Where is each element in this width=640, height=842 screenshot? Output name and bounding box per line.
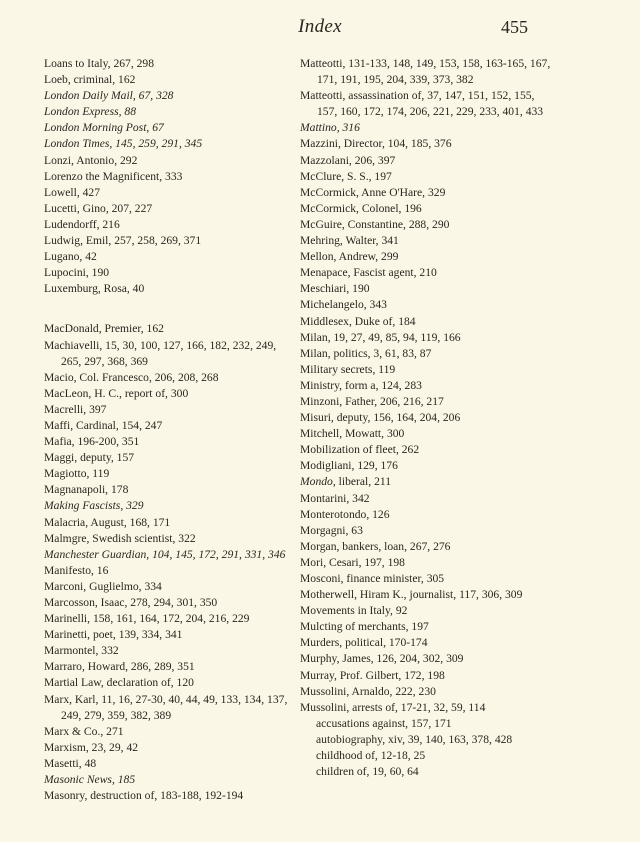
index-entry: London Morning Post, 67	[44, 121, 164, 135]
index-entry: Manchester Guardian, 104, 145, 172, 291, 331, 346	[44, 547, 286, 561]
index-entry: Lugano, 42	[44, 250, 97, 264]
index-entry: Mazzolani, 206, 397	[300, 153, 396, 167]
index-entry: Maggi, deputy, 157	[44, 451, 135, 465]
index-entry: London Times, 145, 259, 291, 345	[44, 137, 203, 151]
index-entry: Military secrets, 119	[300, 362, 396, 376]
index-entry: Marx & Co., 271	[44, 724, 124, 738]
page-number: 455	[501, 17, 528, 37]
index-entry: Marx, Karl, 11, 16, 27-30, 40, 44, 49, 133, 134, 137, 249, 279, 359, 382, 389	[44, 692, 288, 722]
index-entry: Martial Law, declaration of, 120	[44, 676, 194, 690]
index-entry: Marxism, 23, 29, 42	[44, 740, 139, 754]
index-entry: Mobilization of fleet, 262	[300, 443, 420, 457]
index-entry: Ministry, form a, 124, 283	[300, 378, 422, 392]
index-entry: Magiotto, 119	[44, 467, 110, 481]
index-entry: Menapace, Fascist agent, 210	[300, 266, 437, 280]
index-entry: Milan, politics, 3, 61, 83, 87	[300, 346, 432, 360]
index-entry: Middlesex, Duke of, 184	[300, 314, 416, 328]
index-entry: Lorenzo the Magnificent, 333	[44, 169, 183, 183]
index-entry: Murders, political, 170-174	[300, 636, 428, 650]
index-entry: Masetti, 48	[44, 756, 97, 770]
index-entry: Mondo, liberal, 211	[300, 475, 392, 489]
index-entry: Murray, Prof. Gilbert, 172, 198	[300, 668, 445, 682]
index-entry: Machiavelli, 15, 30, 100, 127, 166, 182, 232, 249, 265, 297, 368, 369	[44, 338, 277, 368]
index-entry: Mussolini, Arnaldo, 222, 230	[300, 684, 436, 698]
index-entry: Marinetti, poet, 139, 334, 341	[44, 628, 183, 642]
index-entry: Mussolini, arrests of, 17-21, 32, 59, 114	[300, 700, 486, 714]
index-entry: McGuire, Constantine, 288, 290	[300, 217, 450, 231]
index-entry: London Daily Mail, 67, 328	[44, 89, 174, 103]
index-entry: Mafia, 196-200, 351	[44, 435, 140, 449]
index-entry: Modigliani, 129, 176	[300, 459, 398, 473]
index-entry: Monterotondo, 126	[300, 507, 390, 521]
index-entry: MacLeon, H. C., report of, 300	[44, 386, 189, 400]
index-entry: Mazzini, Director, 104, 185, 376	[300, 137, 452, 151]
index-entry: McCormick, Colonel, 196	[300, 201, 422, 215]
index-entry: Mosconi, finance minister, 305	[300, 572, 445, 585]
index-entry: Making Fascists, 329	[44, 499, 144, 513]
index-entry: Matteotti, 131-133, 148, 149, 153, 158, 163-165, 167, 171, 191, 195, 204, 339, 373, 382	[300, 57, 551, 87]
index-entry: Mulcting of merchants, 197	[300, 620, 429, 634]
index-entry: Misuri, deputy, 156, 164, 204, 206	[300, 411, 461, 425]
index-entry: Mellon, Andrew, 299	[300, 250, 399, 264]
index-entry: Lonzi, Antonio, 292	[44, 153, 138, 167]
page-title: Index	[298, 16, 342, 37]
index-entry: McCormick, Anne O'Hare, 329	[300, 185, 446, 199]
index-entry: London Express, 88	[44, 105, 136, 119]
index-entry: Maffi, Cardinal, 154, 247	[44, 418, 163, 432]
index-entry: Ludendorff, 216	[44, 217, 120, 231]
index-entry: Loeb, criminal, 162	[44, 73, 136, 87]
index-entry: Masonic News, 185	[44, 773, 136, 787]
index-column-right	[300, 56, 556, 780]
index-column-left	[44, 56, 292, 804]
index-entry: Marraro, Howard, 286, 289, 351	[44, 660, 195, 674]
index-entry: Movements in Italy, 92	[300, 604, 408, 618]
index-entry: Macrelli, 397	[44, 402, 107, 416]
index-entry: Marconi, Guglielmo, 334	[44, 579, 162, 593]
index-entry: Macio, Col. Francesco, 206, 208, 268	[44, 370, 219, 384]
index-entry: Morgagni, 63	[300, 523, 363, 537]
index-entry: Mehring, Walter, 341	[300, 234, 399, 248]
index-entry: Lupocini, 190	[44, 266, 110, 280]
index-entry: Lucetti, Gino, 207, 227	[44, 201, 153, 215]
index-entry: Mitchell, Mowatt, 300	[300, 427, 405, 441]
index-entry: Michelangelo, 343	[300, 298, 387, 312]
index-entry: Magnanapoli, 178	[44, 483, 129, 497]
index-entry: McClure, S. S., 197	[300, 169, 392, 183]
index-entry: Murphy, James, 126, 204, 302, 309	[300, 652, 464, 666]
index-entry: Malacria, August, 168, 171	[44, 515, 171, 529]
index-entry: Luxemburg, Rosa, 40	[44, 282, 145, 296]
index-entry: Motherwell, Hiram K., journalist, 117, 306, 309	[300, 588, 523, 602]
index-entry: Manifesto, 16	[44, 563, 109, 577]
index-entry: Montarini, 342	[300, 491, 370, 505]
index-entry: Marcosson, Isaac, 278, 294, 301, 350	[44, 596, 218, 609]
index-entry: Mattino, 316	[300, 121, 360, 135]
index-entry: Meschiari, 190	[300, 282, 370, 296]
index-entry: Masonry, destruction of, 183-188, 192-194	[44, 789, 244, 803]
index-entry: Morgan, bankers, loan, 267, 276	[300, 539, 451, 553]
index-subentry: children of, 19, 60, 64	[316, 765, 419, 779]
index-entry: Ludwig, Emil, 257, 258, 269, 371	[44, 234, 202, 248]
index-entry: Lowell, 427	[44, 185, 101, 199]
index-entry: Malmgre, Swedish scientist, 322	[44, 531, 196, 545]
index-entry: Matteotti, assassination of, 37, 147, 151, 152, 155, 157, 160, 172, 174, 206, 221, 229, 233, 401, 433	[300, 89, 544, 119]
index-entry: Loans to Italy, 267, 298	[44, 57, 155, 70]
index-subentry: accusations against, 157, 171	[316, 716, 452, 730]
index-entry: Marinelli, 158, 161, 164, 172, 204, 216, 229	[44, 612, 250, 626]
index-subentry: childhood of, 12-18, 25	[316, 749, 426, 763]
index-entry: Marmontel, 332	[44, 644, 119, 658]
index-entry: Milan, 19, 27, 49, 85, 94, 119, 166	[300, 330, 461, 344]
index-entry: MacDonald, Premier, 162	[44, 322, 164, 336]
index-subentry: autobiography, xiv, 39, 140, 163, 378, 428	[316, 732, 513, 746]
index-entry: Mori, Cesari, 197, 198	[300, 555, 405, 569]
index-entry: Minzoni, Father, 206, 216, 217	[300, 394, 444, 408]
italic-title: Mondo	[300, 475, 333, 489]
